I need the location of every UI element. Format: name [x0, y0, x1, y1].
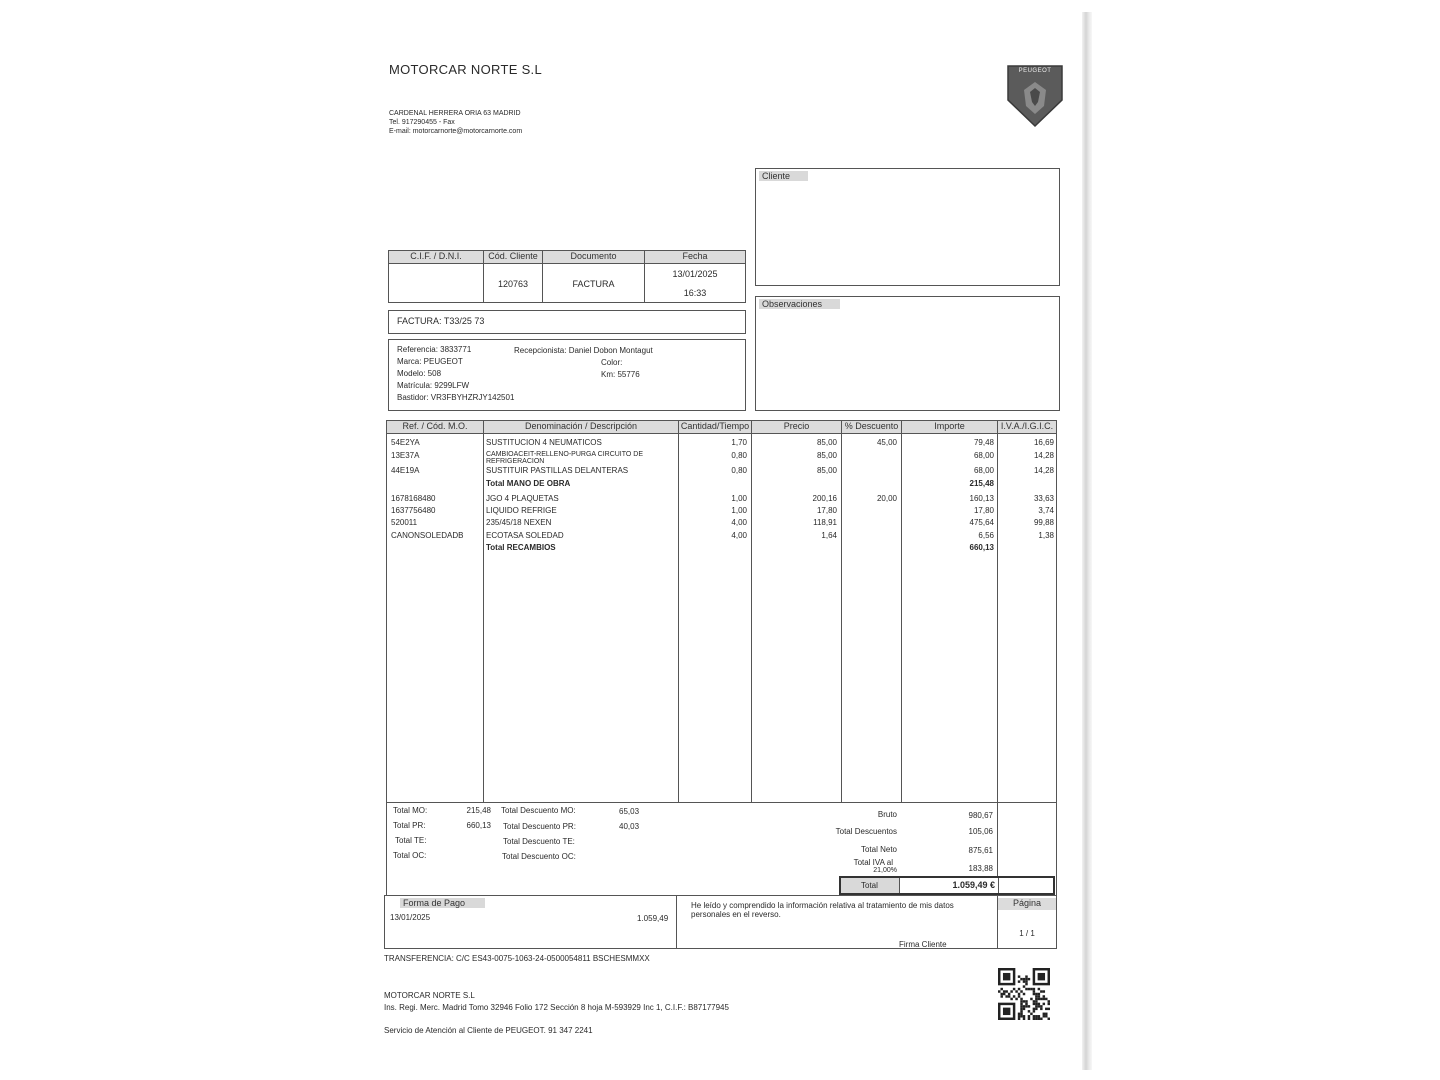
cell-iva: 16,69 — [1033, 438, 1054, 447]
cell-ref: 54E2YA — [391, 438, 420, 447]
desc-pr-label: Total Descuento PR: — [503, 822, 576, 831]
cell-precio: 85,00 — [816, 438, 837, 447]
payment-date: 13/01/2025 — [390, 913, 431, 922]
desc-pr: 40,03 — [619, 822, 640, 831]
cell-cant: 0,80 — [731, 451, 747, 460]
matricula: Matrícula: 9299LFW — [397, 381, 470, 390]
cod-cliente-header: Cód. Cliente — [484, 251, 543, 264]
importe-header: Importe — [902, 421, 997, 434]
desc-mo: 65,03 — [619, 807, 640, 816]
cell-iva: 14,28 — [1033, 451, 1054, 460]
total-iva: 183,88 — [968, 864, 993, 873]
cell-ref: 44E19A — [391, 466, 420, 475]
observaciones-box — [755, 296, 1060, 411]
cell-desc: ECOTASA SOLEDAD — [486, 531, 564, 540]
cell-iva: 3,74 — [1038, 506, 1054, 515]
total-descuentos-label: Total Descuentos — [835, 827, 897, 836]
cell-desc: SUSTITUIR PASTILLAS DELANTERAS — [486, 466, 629, 475]
cell-precio: 17,80 — [816, 506, 837, 515]
cell-desc-pct: 45,00 — [876, 438, 897, 447]
cell-iva: 1,38 — [1038, 531, 1054, 540]
total-box — [839, 876, 1055, 895]
forma-pago-label: Forma de Pago — [400, 898, 485, 908]
cell-importe: 660,13 — [969, 543, 994, 552]
total-pr-label: Total PR: — [393, 821, 426, 830]
items-table — [386, 420, 1057, 803]
total-descuentos: 105,06 — [968, 827, 993, 836]
cell-desc: Total MANO DE OBRA — [486, 479, 571, 488]
iva-rate: 21,00% — [873, 867, 897, 874]
cell-precio: 200,16 — [812, 494, 837, 503]
pagina-value: 1 / 1 — [1019, 929, 1035, 938]
cell-precio: 1,64 — [821, 531, 837, 540]
company-phone: Tel. 917290455 - Fax — [389, 119, 455, 126]
total-pr: 660,13 — [466, 821, 491, 830]
factura-number: FACTURA: T33/25 73 — [397, 316, 485, 326]
hora-value: 16:33 — [683, 288, 707, 298]
cliente-box — [755, 168, 1060, 286]
footer-registry: Ins. Regi. Merc. Madrid Tomo 32946 Folio 172 Sección 8 hoja M-593929 Inc 1, C.I.F.: B87177945 — [384, 1003, 729, 1012]
cell-ref: 1678168480 — [391, 494, 436, 503]
cell-precio: 118,91 — [813, 518, 837, 527]
observaciones-label: Observaciones — [759, 299, 840, 309]
cell-importe: 6,56 — [978, 531, 994, 540]
km: Km: 55776 — [601, 370, 640, 379]
firma-cliente: Firma Cliente — [899, 940, 947, 949]
vehicle-info-box — [388, 339, 746, 411]
fecha-header: Fecha — [645, 251, 745, 264]
cell-desc-continued: REFRIGERACION — [486, 458, 545, 465]
cell-desc: JGO 4 PLAQUETAS — [486, 494, 559, 503]
total-amount: 1.059,49 € — [952, 880, 995, 890]
modelo: Modelo: 508 — [397, 369, 442, 378]
bastidor: Bastidor: VR3FBYHZRJY142501 — [397, 393, 515, 402]
cant-header: Cantidad/Tiempo — [679, 421, 751, 434]
company-email: E-mail: motorcarnorte@motorcarnorte.com — [389, 128, 523, 135]
payment-amount: 1.059,49 — [637, 914, 669, 923]
total-neto-label: Total Neto — [860, 845, 897, 854]
cell-ref: 1637756480 — [391, 506, 436, 515]
cell-precio: 85,00 — [816, 451, 837, 460]
cell-ref: 520011 — [391, 518, 418, 527]
bruto: 980,67 — [968, 811, 993, 820]
cliente-label: Cliente — [759, 171, 808, 181]
total-mo: 215,48 — [466, 806, 491, 815]
company-address: CARDENAL HERRERA ORIA 63 MADRID — [389, 110, 521, 117]
company-name: MOTORCAR NORTE S.L — [389, 62, 542, 77]
footer-company: MOTORCAR NORTE S.L — [384, 991, 475, 1000]
cell-iva: 33,63 — [1033, 494, 1054, 503]
ref-header: Ref. / Cód. M.O. — [387, 421, 483, 434]
cell-ref: CANONSOLEDADB — [391, 531, 464, 540]
cell-ref: 13E37A — [391, 451, 420, 460]
total-te-label: Total TE: — [395, 836, 427, 845]
cell-precio: 85,00 — [816, 466, 837, 475]
cell-importe: 68,00 — [973, 466, 994, 475]
qr-code — [998, 968, 1050, 1020]
legal-text-1: He leído y comprendido la información relativa al tratamiento de mis datos — [691, 901, 954, 910]
fecha-value: 13/01/2025 — [672, 269, 718, 279]
descuento-header: % Descuento — [842, 421, 901, 434]
transferencia: TRANSFERENCIA: C/C ES43-0075-1063-24-0500054811 BSCHESMMXX — [384, 954, 650, 963]
cell-cant: 1,00 — [731, 494, 747, 503]
total-mo-label: Total MO: — [393, 806, 428, 815]
qr-code-icon — [998, 968, 1050, 1020]
cell-desc: SUSTITUCION 4 NEUMATICOS — [486, 438, 602, 447]
bruto-label: Bruto — [877, 810, 897, 819]
total-label: Total — [861, 881, 878, 890]
legal-text-2: personales en el reverso. — [691, 910, 781, 919]
desc-header: Denominación / Descripción — [484, 421, 678, 434]
cell-desc-pct: 20,00 — [876, 494, 897, 503]
recepcionista: Recepcionista: Daniel Dobon Montagut — [514, 346, 653, 355]
iva-header: I.V.A./I.G.I.C. — [998, 421, 1056, 434]
total-iva-label: Total IVA al — [853, 858, 893, 867]
cell-cant: 4,00 — [731, 518, 747, 527]
cell-desc: 235/45/18 NEXEN — [486, 518, 552, 527]
cell-cant: 1,00 — [731, 506, 747, 515]
cell-importe: 17,80 — [973, 506, 994, 515]
desc-mo-label: Total Descuento MO: — [501, 806, 576, 815]
precio-header: Precio — [752, 421, 841, 434]
documento-header: Documento — [543, 251, 645, 264]
cell-cant: 1,70 — [731, 438, 747, 447]
documento-value: FACTURA — [572, 279, 615, 289]
cell-desc: Total RECAMBIOS — [486, 543, 556, 552]
cell-cant: 4,00 — [731, 531, 747, 540]
scan-edge-artifact — [1082, 12, 1092, 1070]
cell-importe: 68,00 — [973, 451, 994, 460]
summary-box — [386, 802, 1057, 896]
cell-importe: 475,64 — [969, 518, 994, 527]
cif-header: C.I.F. / D.N.I. — [389, 251, 484, 264]
factura-number-box — [388, 310, 746, 334]
color: Color: — [601, 358, 623, 367]
pagina-label: Página — [998, 898, 1056, 910]
payment-box — [384, 895, 1057, 949]
peugeot-logo — [1006, 64, 1064, 128]
total-oc-label: Total OC: — [393, 851, 427, 860]
cell-importe: 160,13 — [969, 494, 994, 503]
cell-desc: LIQUIDO REFRIGE — [486, 506, 557, 515]
desc-oc-label: Total Descuento OC: — [502, 852, 576, 861]
cell-cant: 0,80 — [731, 466, 747, 475]
cell-desc: CAMBIOACEIT-RELLENO-PURGA CIRCUITO DE — [486, 451, 644, 458]
total-neto: 875,61 — [968, 846, 993, 855]
cell-iva: 14,28 — [1033, 466, 1054, 475]
cell-importe: 79,48 — [973, 438, 994, 447]
cell-iva: 99,88 — [1033, 518, 1054, 527]
desc-te-label: Total Descuento TE: — [503, 837, 575, 846]
logo-text: PEUGEOT — [1018, 68, 1052, 74]
referencia: Referencia: 3833771 — [397, 345, 472, 354]
marca: Marca: PEUGEOT — [397, 357, 463, 366]
document-header-table — [388, 250, 746, 303]
cell-importe: 215,48 — [969, 479, 994, 488]
cod-cliente-value: 120763 — [497, 279, 529, 289]
footer-service: Servicio de Atención al Cliente de PEUGEOT. 91 347 2241 — [384, 1026, 593, 1035]
